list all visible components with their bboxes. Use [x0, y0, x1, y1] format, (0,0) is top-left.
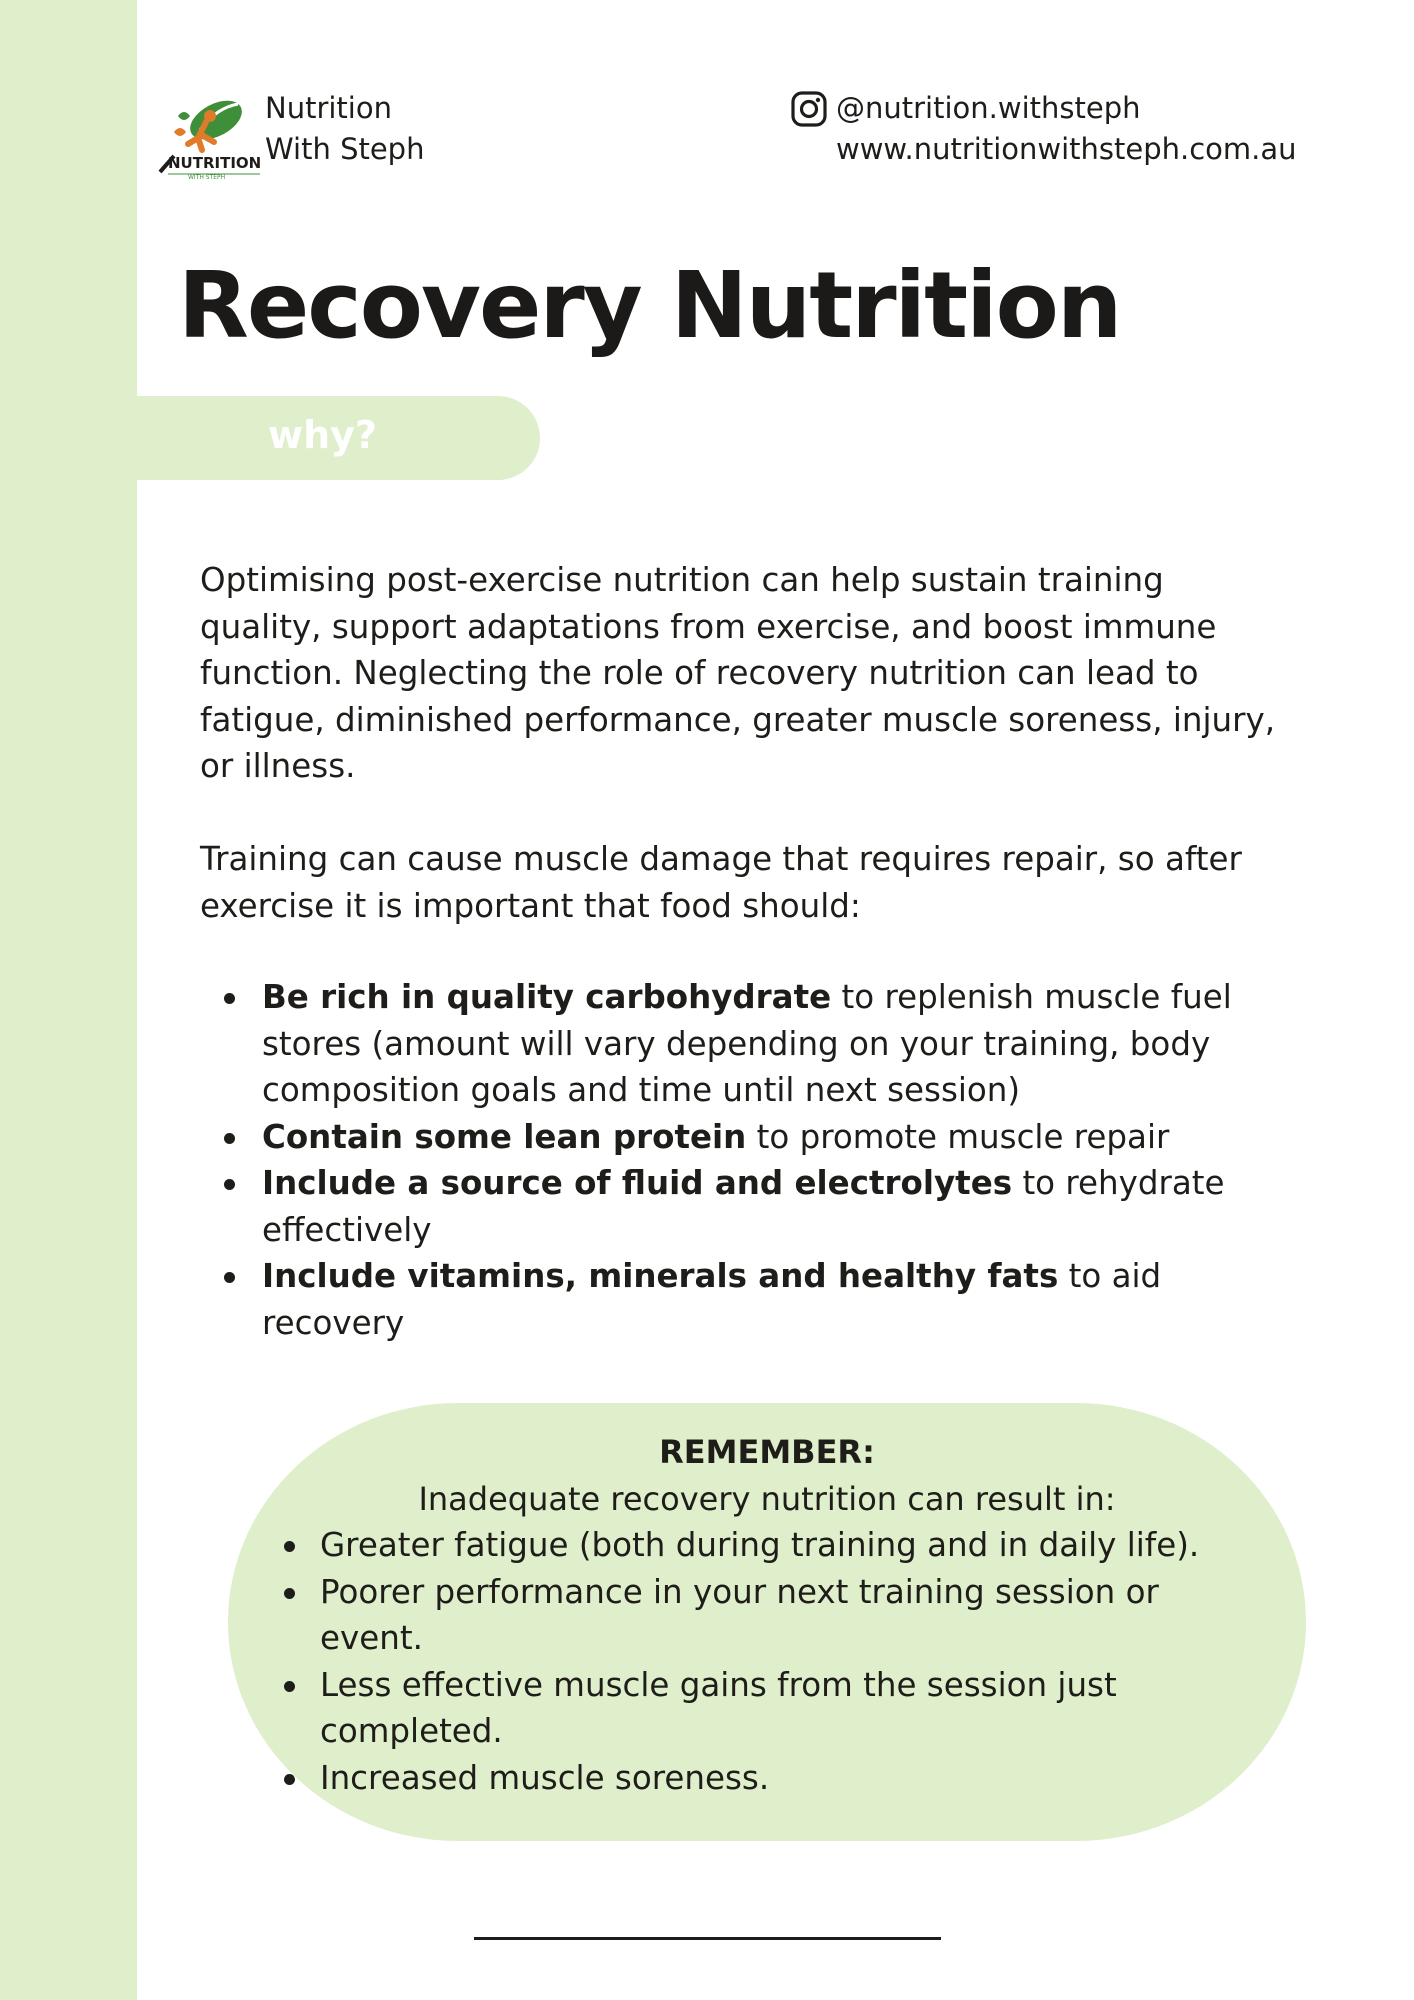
bullet-text: to promote muscle repair	[746, 1117, 1170, 1156]
instagram-handle[interactable]: @nutrition.withsteph	[836, 91, 1141, 125]
brand-name	[265, 88, 424, 170]
list-item	[200, 974, 1280, 1114]
brand-line-2: With Steph	[265, 132, 425, 166]
bullet-bold: Include vitamins, minerals and healthy fats	[262, 1257, 1059, 1295]
recovery-bullet-list	[200, 974, 1280, 1346]
food-paragraph: Training can cause muscle damage that requires repair, so after exercise it is important that food should:	[200, 840, 1242, 925]
website-link[interactable]: www.nutritionwithsteph.com.au	[836, 132, 1297, 166]
list-item	[200, 1253, 1280, 1346]
bullet-text: to aid recovery	[262, 1257, 1162, 1342]
svg-text:NUTRITION: NUTRITION	[168, 154, 262, 172]
bullet-bold: Contain some lean protein	[262, 1117, 747, 1156]
remember-title: REMEMBER:	[659, 1433, 875, 1471]
instagram-icon	[790, 90, 828, 128]
list-item	[200, 1160, 1280, 1253]
list-item: Increased muscle soreness.	[268, 1755, 1248, 1802]
remember-list	[268, 1522, 1248, 1801]
list-item: Poorer performance in your next training session or event.	[268, 1569, 1248, 1662]
side-band	[0, 0, 137, 2000]
footer-divider	[474, 1937, 941, 1940]
list-item	[200, 1114, 1280, 1161]
list-item: Greater fatigue (both during training and in daily life).	[268, 1522, 1248, 1569]
svg-text:WITH STEPH: WITH STEPH	[188, 174, 226, 181]
why-label: why?	[268, 413, 377, 457]
intro-paragraph: Optimising post-exercise nutrition can help sustain training quality, support adaptations from exercise, and boost immune function. Neglecting the role of recovery nutrition can lead to fatigue, diminished performance, greater muscle soreness, injury, or illness.	[200, 561, 1276, 785]
instagram-row[interactable]	[790, 88, 1297, 129]
bullet-text: to rehydrate effectively	[262, 1164, 1225, 1249]
bullet-bold: Be rich in quality carbohydrate	[262, 978, 832, 1016]
page-title: Recovery Nutrition	[178, 252, 1121, 359]
remember-subtitle: Inadequate recovery nutrition can result in:	[418, 1480, 1116, 1518]
bullet-text: to replenish muscle fuel stores (amount will vary depending on your training, body composition goals and time until next session)	[262, 978, 1232, 1109]
bullet-bold: Include a source of fluid and electrolytes	[262, 1164, 1013, 1202]
brand-logo	[140, 86, 270, 186]
brand-line-1: Nutrition	[265, 91, 392, 125]
list-item: Less effective muscle gains from the session just completed.	[268, 1662, 1248, 1755]
contact-info	[790, 88, 1297, 170]
